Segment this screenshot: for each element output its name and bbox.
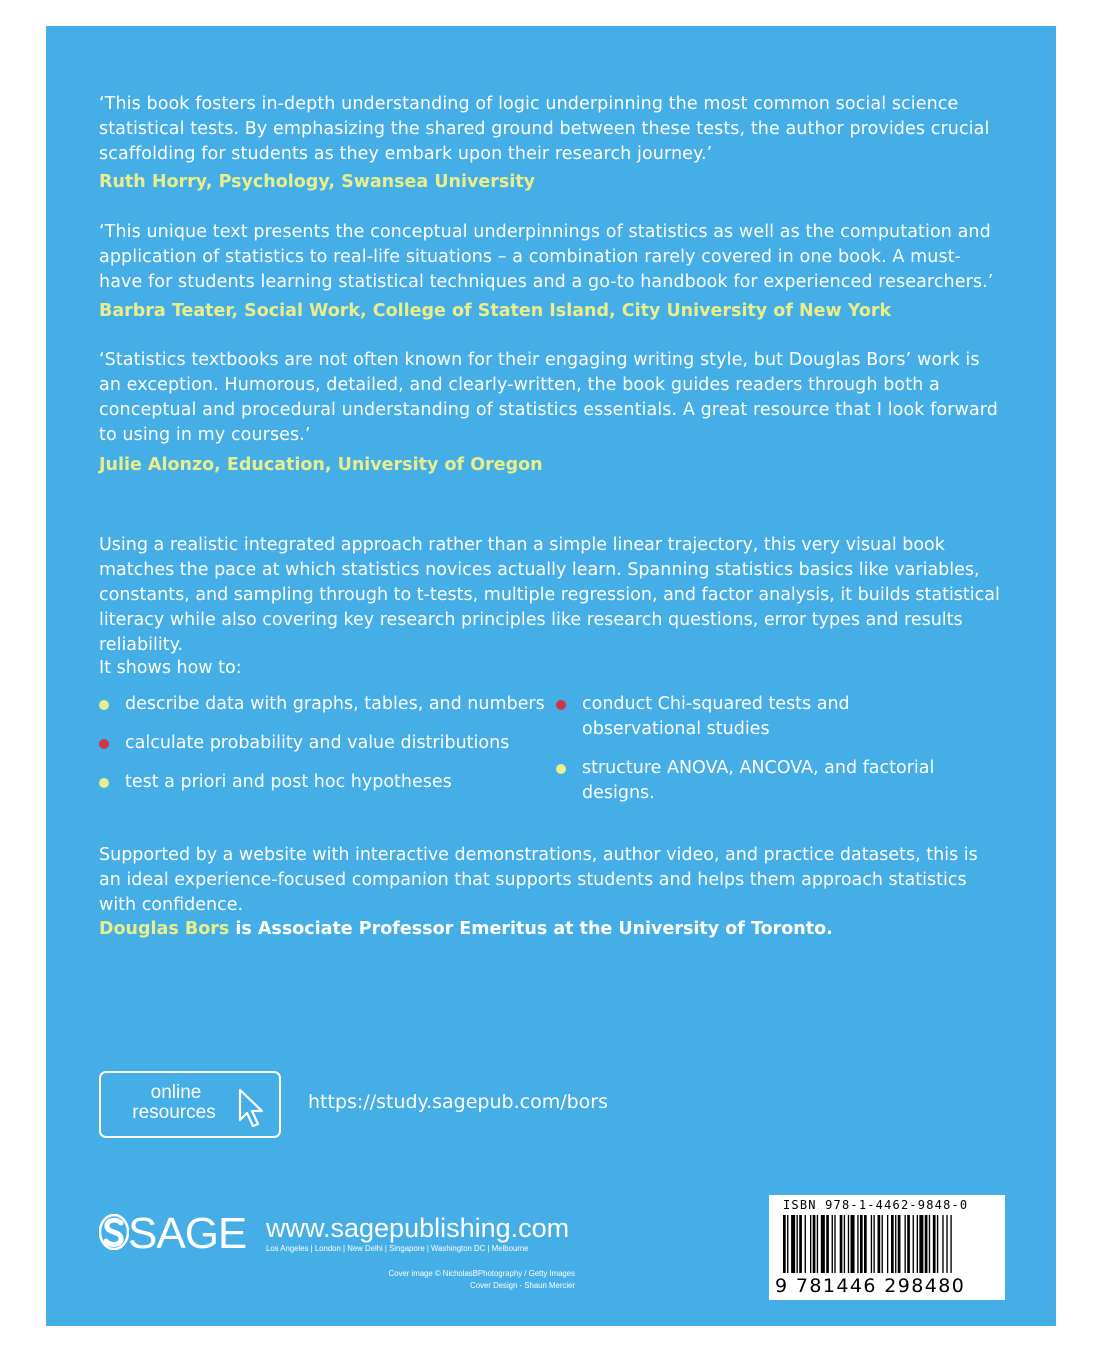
author-name: Douglas Bors	[99, 919, 230, 939]
author-bio	[99, 917, 1004, 942]
bullet-text: calculate probability and value distributions	[125, 733, 510, 753]
isbn-label: ISBN 978-1-4462-9848-0	[783, 1198, 969, 1212]
bullet-text: conduct Chi-squared tests and observational studies	[582, 694, 850, 739]
book-description: Using a realistic integrated approach rather than a simple linear trajectory, this very visual book matches the pace at which statistics novices actually learn. Spanning statistics basics like variables, constants, and sampling through to t-tests, multiple regression, and factor analysis, it builds statistical literacy while also covering key research principles like research questions, error types and results reliability.	[99, 535, 1000, 655]
cover-image-credit: Cover image © NicholasBPhotography / Getty Images	[388, 1269, 575, 1278]
back-cover	[46, 26, 1056, 1326]
online-resources-badge[interactable]	[99, 1071, 281, 1138]
support-paragraph: Supported by a website with interactive demonstrations, author video, and practice datasets, this is an ideal experience-focused companion that supports students and helps them approach statistics with confidence.	[99, 845, 978, 915]
quote-1-attribution: Ruth Horry, Psychology, Swansea University	[99, 172, 536, 192]
bullet-dot	[99, 778, 109, 788]
isbn-barcode	[769, 1195, 1005, 1300]
sage-swirl-logo-icon	[99, 1214, 129, 1254]
isbn-digits: 9 781446 298480	[775, 1275, 966, 1297]
publisher-url[interactable]: www.sagepublishing.com	[266, 1213, 570, 1243]
barcode-bars	[783, 1215, 995, 1277]
quote-3: ‘Statistics textbooks are not often known for their engaging writing style, but Douglas Bors’ work is an exception. Humorous, detailed, and clearly-written, the book guides readers through both a conceptual and procedural understanding of statistics essentials. A great resource that I look forward to using in my courses.’	[99, 350, 998, 445]
bullet-text: describe data with graphs, tables, and numbers	[125, 694, 545, 714]
bullet-dot	[99, 739, 109, 749]
publisher-cities: Los Angeles | London | New Delhi | Singapore | Washington DC | Melbourne	[266, 1244, 529, 1253]
quote-2-attribution: Barbra Teater, Social Work, College of Staten Island, City University of New York	[99, 301, 892, 321]
bullet-dot	[556, 764, 566, 774]
quote-2: ‘This unique text presents the conceptual underpinnings of statistics as well as the computation and application of statistics to real-life situations – a combination rarely covered in one book. A must-have for students learning statistical techniques and a go-to handbook for experienced researchers.’	[99, 222, 994, 292]
author-bio-text: is Associate Professor Emeritus at the University of Toronto.	[229, 919, 833, 939]
bullet-text: test a priori and post hoc hypotheses	[125, 772, 452, 792]
shows-how-label: It shows how to:	[99, 658, 242, 678]
bullet-dot	[99, 700, 109, 710]
quote-1: ‘This book fosters in-depth understanding of logic underpinning the most common social science statistical tests. By emphasizing the shared ground between these tests, the author provides crucial scaffolding for students as they embark upon their research journey.’	[99, 94, 990, 164]
sage-logo-wordmark: SAGE	[128, 1209, 247, 1258]
website-url[interactable]: https://study.sagepub.com/bors	[308, 1091, 609, 1113]
quote-3-attribution: Julie Alonzo, Education, University of Oregon	[99, 455, 543, 475]
bullet-dot	[556, 700, 566, 710]
resources-label: resources	[132, 1102, 216, 1123]
cursor-arrow-icon	[237, 1088, 267, 1135]
bullet-text: structure ANOVA, ANCOVA, and factorial designs.	[582, 758, 935, 803]
cover-design-credit: Cover Design - Shaun Mercier	[470, 1281, 575, 1290]
online-label: online	[150, 1082, 202, 1103]
